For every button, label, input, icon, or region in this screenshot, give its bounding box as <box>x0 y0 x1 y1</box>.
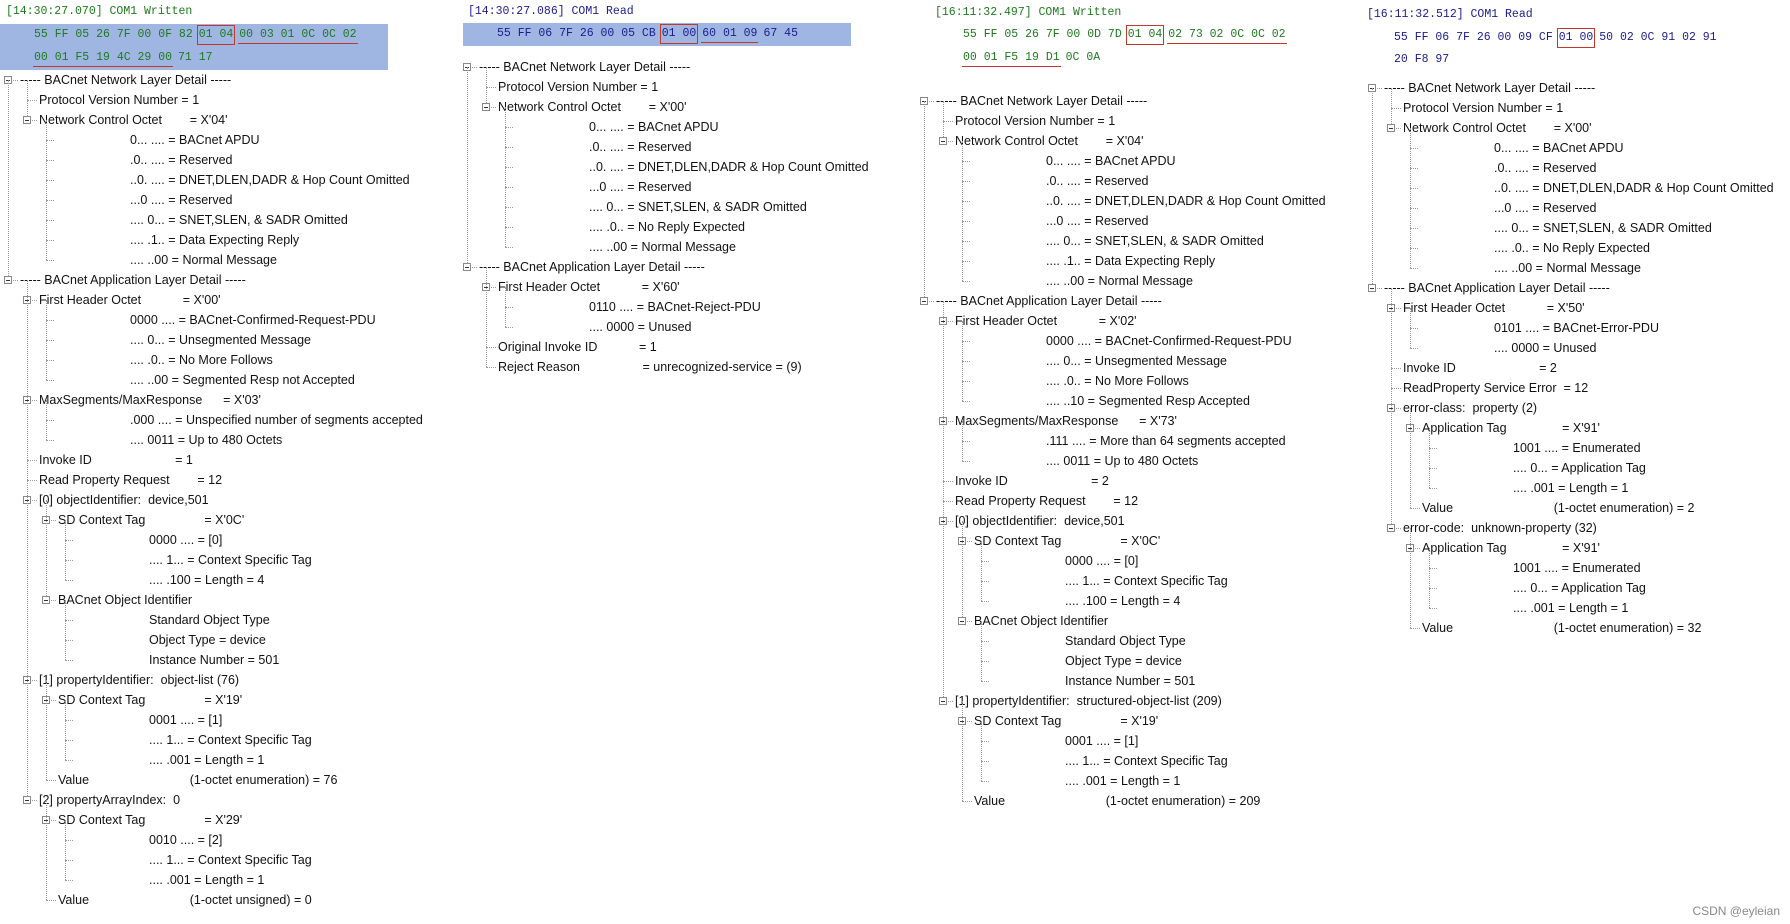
tree-line <box>1410 508 1420 509</box>
tree-line <box>962 521 963 621</box>
npdu-header-bytes: 01 04 <box>1127 26 1164 44</box>
tree-line <box>27 280 28 800</box>
tree-line <box>1391 288 1392 528</box>
bit-field-row[interactable]: .... 0... = SNET,SLEN, & SADR Omitted <box>1494 221 1712 235</box>
collapse-toggle-icon[interactable] <box>42 596 50 604</box>
tree-line <box>46 900 56 901</box>
bit-field-row[interactable]: 0000 .... = [0] <box>149 533 223 547</box>
tree-node[interactable]: Network Control Octet = X'00' <box>498 100 687 114</box>
tree-leaf[interactable]: Invoke ID = 2 <box>1403 361 1557 375</box>
tree-line <box>27 480 37 481</box>
tree-line <box>486 87 496 88</box>
bit-field-row[interactable]: .... .001 = Length = 1 <box>1513 481 1629 495</box>
tree-line <box>1410 348 1418 349</box>
bit-field-row[interactable]: .... 0... = SNET,SLEN, & SADR Omitted <box>589 200 807 214</box>
tree-line <box>1410 248 1418 249</box>
bit-field-row[interactable]: .... .1.. = Data Expecting Reply <box>130 233 300 247</box>
collapse-toggle-icon[interactable] <box>463 263 471 271</box>
tree-line <box>1410 408 1411 508</box>
hex-bytes: 55 FF 05 26 7F 00 0D 7D <box>963 28 1122 41</box>
tree-node[interactable]: ----- BACnet Network Layer Detail ----- <box>20 73 232 87</box>
bit-field-row[interactable]: .... ..00 = Normal Message <box>589 240 736 254</box>
tree-line <box>65 660 73 661</box>
tree-line <box>1429 608 1437 609</box>
tree-node[interactable]: ----- BACnet Application Layer Detail ----- <box>479 260 705 274</box>
tree-line <box>1391 368 1401 369</box>
tree-node[interactable]: error-class: property (2) <box>1403 401 1538 415</box>
bit-field-row[interactable]: 0... .... = BACnet APDU <box>130 133 260 147</box>
tree-line <box>505 147 513 148</box>
tree-line <box>65 620 73 621</box>
bit-field-row[interactable]: .... .0.. = No More Follows <box>130 353 273 367</box>
bit-field-row[interactable]: .... 0000 = Unused <box>1494 341 1597 355</box>
tree-line <box>962 701 963 801</box>
bit-field-row[interactable]: .... 0... = SNET,SLEN, & SADR Omitted <box>1046 234 1264 248</box>
tree-line <box>1410 308 1411 348</box>
tree-node[interactable]: ----- BACnet Network Layer Detail ----- <box>936 94 1148 108</box>
bit-field-row[interactable]: Instance Number = 501 <box>149 653 280 667</box>
bit-field-row[interactable]: .... ..00 = Normal Message <box>1046 274 1193 288</box>
tree-line <box>962 161 970 162</box>
tree-node[interactable]: [2] propertyArrayIndex: 0 <box>39 793 181 807</box>
collapse-toggle-icon[interactable] <box>1387 124 1395 132</box>
bit-field-row[interactable]: .... ..00 = Segmented Resp not Accepted <box>130 373 355 387</box>
tree-line <box>962 401 970 402</box>
tree-line <box>962 381 970 382</box>
tree-line <box>1410 128 1411 268</box>
tree-leaf[interactable]: Invoke ID = 2 <box>955 474 1109 488</box>
bit-field-row[interactable]: .... 0000 = Unused <box>589 320 692 334</box>
collapse-toggle-icon[interactable] <box>23 796 31 804</box>
tree-node[interactable]: ----- BACnet Network Layer Detail ----- <box>479 60 691 74</box>
tree-leaf[interactable]: Protocol Version Number = 1 <box>39 93 200 107</box>
bit-field-row[interactable]: Object Type = device <box>149 633 266 647</box>
tree-line <box>1410 328 1418 329</box>
tree-line <box>467 67 468 267</box>
tree-line <box>1429 468 1437 469</box>
bit-field-row[interactable]: Standard Object Type <box>149 613 270 627</box>
tree-line <box>505 247 513 248</box>
apdu-bytes: 00 03 01 0C 0C 02 <box>238 26 357 44</box>
tree-line <box>962 281 970 282</box>
tree-line <box>65 640 73 641</box>
tree-line <box>962 341 970 342</box>
tree-node[interactable]: ----- BACnet Application Layer Detail ----- <box>936 294 1162 308</box>
tree-line <box>1391 88 1392 128</box>
bit-field-row[interactable]: .... .001 = Length = 1 <box>1513 601 1629 615</box>
bit-field-row[interactable]: .... 0... = Unsegmented Message <box>1046 354 1227 368</box>
tree-line <box>981 741 989 742</box>
tree-node[interactable]: SD Context Tag = X'19' <box>58 693 243 707</box>
bit-field-row[interactable]: ...0 .... = Reserved <box>130 193 233 207</box>
tree-line <box>65 520 66 580</box>
hex-bytes-line <box>33 26 362 44</box>
tree-leaf[interactable]: Read Property Request = 12 <box>955 494 1139 508</box>
tree-line <box>943 301 944 701</box>
bit-field-row[interactable]: .0.. .... = Reserved <box>589 140 692 154</box>
apdu-bytes: 00 01 F5 19 D1 <box>962 49 1061 67</box>
bit-field-row[interactable]: .... .1.. = Data Expecting Reply <box>1046 254 1216 268</box>
tree-line <box>943 501 953 502</box>
tree-line <box>1410 528 1411 628</box>
bit-field-row[interactable]: .... 0... = Unsegmented Message <box>130 333 311 347</box>
tree-line <box>1391 388 1401 389</box>
bit-field-row[interactable]: .... .001 = Length = 1 <box>149 753 265 767</box>
tree-node[interactable]: BACnet Object Identifier <box>58 593 193 607</box>
hex-bytes-line <box>962 26 1291 44</box>
bit-field-row[interactable]: .0.. .... = Reserved <box>1046 174 1149 188</box>
tree-line <box>46 360 54 361</box>
bit-field-row[interactable]: ..0. .... = DNET,DLEN,DADR & Hop Count Omitted <box>130 173 410 187</box>
bit-field-row[interactable]: .... 1... = Context Specific Tag <box>149 553 312 567</box>
hex-bytes: 55 FF 06 7F 26 00 09 CF <box>1394 31 1553 44</box>
tree-line <box>962 141 963 281</box>
tree-line <box>505 107 506 247</box>
tree-line <box>46 440 54 441</box>
tree-line <box>505 167 513 168</box>
tree-line <box>962 361 970 362</box>
bit-field-row[interactable]: .... 1... = Context Specific Tag <box>149 853 312 867</box>
tree-node[interactable]: [1] propertyIdentifier: structured-object-list (209) <box>955 694 1222 708</box>
bit-field-row[interactable]: .... ..10 = Segmented Resp Accepted <box>1046 394 1250 408</box>
hex-bytes: 20 F8 97 <box>1394 53 1450 66</box>
tree-node[interactable]: [0] objectIdentifier: device,501 <box>39 493 209 507</box>
tree-line <box>962 181 970 182</box>
tree-line <box>981 781 989 782</box>
tree-line <box>981 661 989 662</box>
hex-bytes-line <box>496 25 803 43</box>
tree-line <box>505 127 513 128</box>
tree-line <box>1429 488 1437 489</box>
tree-node[interactable]: SD Context Tag = X'0C' <box>58 513 245 527</box>
collapse-toggle-icon[interactable] <box>23 116 31 124</box>
tree-line <box>962 321 963 401</box>
tree-line <box>505 207 513 208</box>
tree-node[interactable]: First Header Octet = X'60' <box>498 280 680 294</box>
tree-node[interactable]: ----- BACnet Application Layer Detail ----- <box>20 273 246 287</box>
tree-leaf[interactable]: Value (1-octet enumeration) = 2 <box>1422 501 1695 515</box>
bit-field-row[interactable]: .... .100 = Length = 4 <box>149 573 265 587</box>
tree-line <box>46 180 54 181</box>
bit-field-row[interactable]: 0000 .... = BACnet-Confirmed-Request-PDU <box>1046 334 1292 348</box>
bit-field-row[interactable]: .... .0.. = No Reply Expected <box>589 220 745 234</box>
tree-line <box>505 187 513 188</box>
tree-line <box>962 241 970 242</box>
tree-line <box>65 860 73 861</box>
bit-field-row[interactable]: .... 0... = Application Tag <box>1513 461 1646 475</box>
tree-line <box>962 221 970 222</box>
tree-line <box>962 421 963 461</box>
tree-line <box>1391 108 1401 109</box>
tree-node[interactable]: First Header Octet = X'50' <box>1403 301 1585 315</box>
tree-line <box>46 420 54 421</box>
bit-field-row[interactable]: .... .0.. = No More Follows <box>1046 374 1189 388</box>
tree-node[interactable]: ----- BACnet Application Layer Detail ----- <box>1384 281 1610 295</box>
tree-line <box>46 220 54 221</box>
bit-field-row[interactable]: .... 0... = SNET,SLEN, & SADR Omitted <box>130 213 348 227</box>
tree-line <box>505 287 506 327</box>
tree-leaf[interactable]: Protocol Version Number = 1 <box>1403 101 1564 115</box>
frame-header[interactable]: [14:30:27.086] COM1 Read <box>468 5 634 18</box>
tree-node[interactable]: SD Context Tag = X'19' <box>974 714 1159 728</box>
tree-line <box>65 600 66 660</box>
hex-bytes: 0C 0A <box>1065 51 1101 64</box>
tree-line <box>46 340 54 341</box>
frame-header[interactable]: [16:11:32.497] COM1 Written <box>935 6 1122 19</box>
bit-field-row[interactable]: .000 .... = Unspecified number of segments accepted <box>130 413 423 427</box>
collapse-toggle-icon[interactable] <box>939 137 947 145</box>
hex-bytes: 55 FF 06 7F 26 00 05 CB <box>497 27 656 40</box>
bit-field-row[interactable]: 0... .... = BACnet APDU <box>589 120 719 134</box>
bit-field-row[interactable]: ..0. .... = DNET,DLEN,DADR & Hop Count Omitted <box>1494 181 1774 195</box>
tree-node[interactable]: Network Control Octet = X'00' <box>1403 121 1592 135</box>
hex-bytes: 71 17 <box>178 51 213 64</box>
tree-line <box>1429 428 1430 488</box>
tree-node[interactable]: Application Tag = X'91' <box>1422 541 1600 555</box>
tree-node[interactable]: [0] objectIdentifier: device,501 <box>955 514 1125 528</box>
tree-leaf[interactable]: Value (1-octet enumeration) = 32 <box>1422 621 1702 635</box>
tree-line <box>505 307 513 308</box>
bit-field-row[interactable]: 0001 .... = [1] <box>1065 734 1139 748</box>
tree-line <box>46 140 54 141</box>
bit-field-row[interactable]: .... .001 = Length = 1 <box>1065 774 1181 788</box>
tree-line <box>46 780 56 781</box>
tree-leaf[interactable]: Protocol Version Number = 1 <box>498 80 659 94</box>
tree-node[interactable]: MaxSegments/MaxResponse = X'03' <box>39 393 261 407</box>
apdu-bytes: 02 73 02 0C 0C 02 <box>1167 26 1286 44</box>
hex-bytes: 55 FF 05 26 7F 00 0F 82 <box>34 28 193 41</box>
tree-line <box>46 260 54 261</box>
bit-field-row[interactable]: .0.. .... = Reserved <box>130 153 233 167</box>
bit-field-row[interactable]: .... .0.. = No Reply Expected <box>1494 241 1650 255</box>
tree-line <box>505 327 513 328</box>
tree-line <box>1429 548 1430 608</box>
bit-field-row[interactable]: .... 0011 = Up to 480 Octets <box>130 433 283 447</box>
bit-field-row[interactable]: .... 1... = Context Specific Tag <box>149 733 312 747</box>
tree-line <box>1410 168 1418 169</box>
hex-bytes-line <box>1393 29 1722 47</box>
tree-line <box>1410 188 1418 189</box>
tree-line <box>981 641 989 642</box>
tree-line <box>962 261 970 262</box>
tree-line <box>1372 88 1373 288</box>
tree-leaf[interactable]: Invoke ID = 1 <box>39 453 193 467</box>
collapse-toggle-icon[interactable] <box>939 697 947 705</box>
bit-field-row[interactable]: 1001 .... = Enumerated <box>1513 561 1641 575</box>
bit-field-row[interactable]: .111 .... = More than 64 segments accepted <box>1046 434 1286 448</box>
tree-line <box>924 101 925 301</box>
tree-line <box>65 560 73 561</box>
bit-field-row[interactable]: Instance Number = 501 <box>1065 674 1196 688</box>
tree-node[interactable]: SD Context Tag = X'0C' <box>974 534 1161 548</box>
bit-field-row[interactable]: .... 0011 = Up to 480 Octets <box>1046 454 1199 468</box>
hex-bytes: 50 02 0C 91 02 91 <box>1599 31 1717 44</box>
tree-line <box>46 300 47 380</box>
tree-line <box>65 580 73 581</box>
tree-line <box>46 800 47 900</box>
tree-leaf[interactable]: Reject Reason = unrecognized-service = (9) <box>498 360 802 374</box>
collapse-toggle-icon[interactable] <box>920 297 928 305</box>
bit-field-row[interactable]: 0101 .... = BACnet-Error-PDU <box>1494 321 1659 335</box>
collapse-toggle-icon[interactable] <box>4 276 12 284</box>
tree-line <box>981 601 989 602</box>
bit-field-row[interactable]: 0... .... = BACnet APDU <box>1046 154 1176 168</box>
tree-line <box>1429 568 1437 569</box>
tree-line <box>65 760 73 761</box>
collapse-toggle-icon[interactable] <box>482 103 490 111</box>
tree-line <box>65 840 73 841</box>
tree-line <box>46 400 47 440</box>
collapse-toggle-icon[interactable] <box>1368 284 1376 292</box>
bit-field-row[interactable]: 0010 .... = [2] <box>149 833 223 847</box>
bit-field-row[interactable]: 0000 .... = BACnet-Confirmed-Request-PDU <box>130 313 376 327</box>
tree-line <box>981 761 989 762</box>
tree-leaf[interactable]: Protocol Version Number = 1 <box>955 114 1116 128</box>
bit-field-row[interactable]: 0110 .... = BACnet-Reject-PDU <box>589 300 761 314</box>
tree-line <box>962 441 970 442</box>
tree-node[interactable]: Application Tag = X'91' <box>1422 421 1600 435</box>
tree-line <box>505 227 513 228</box>
bit-field-row[interactable]: .... 1... = Context Specific Tag <box>1065 754 1228 768</box>
tree-leaf[interactable]: Read Property Request = 12 <box>39 473 223 487</box>
tree-line <box>981 561 989 562</box>
bit-field-row[interactable]: ...0 .... = Reserved <box>589 180 692 194</box>
bit-field-row[interactable]: .... ..00 = Normal Message <box>130 253 277 267</box>
tree-line <box>962 201 970 202</box>
tree-line <box>486 267 487 367</box>
tree-line <box>46 680 47 780</box>
bit-field-row[interactable]: .... .001 = Length = 1 <box>149 873 265 887</box>
hex-bytes-line <box>1393 51 1454 69</box>
tree-line <box>65 540 73 541</box>
bit-field-row[interactable]: .... .100 = Length = 4 <box>1065 594 1181 608</box>
bit-field-row[interactable]: ..0. .... = DNET,DLEN,DADR & Hop Count Omitted <box>1046 194 1326 208</box>
tree-line <box>981 581 989 582</box>
tree-leaf[interactable]: Value (1-octet enumeration) = 209 <box>974 794 1261 808</box>
tree-node[interactable]: [1] propertyIdentifier: object-list (76) <box>39 673 240 687</box>
tree-line <box>943 481 953 482</box>
tree-leaf[interactable]: Original Invoke ID = 1 <box>498 340 657 354</box>
frame-header[interactable]: [16:11:32.512] COM1 Read <box>1367 8 1533 21</box>
tree-line <box>486 347 496 348</box>
tree-line <box>27 100 37 101</box>
tree-line <box>1410 208 1418 209</box>
tree-leaf[interactable]: Value (1-octet enumeration) = 76 <box>58 773 338 787</box>
tree-line <box>1410 628 1420 629</box>
tree-line <box>981 681 989 682</box>
bit-field-row[interactable]: 0000 .... = [0] <box>1065 554 1139 568</box>
collapse-toggle-icon[interactable] <box>958 617 966 625</box>
tree-line <box>486 67 487 107</box>
tree-line <box>46 380 54 381</box>
tree-line <box>65 700 66 760</box>
tree-line <box>27 80 28 120</box>
tree-node[interactable]: error-code: unknown-property (32) <box>1403 521 1597 535</box>
tree-line <box>46 120 47 260</box>
tree-leaf[interactable]: ReadProperty Service Error = 12 <box>1403 381 1589 395</box>
tree-node[interactable]: MaxSegments/MaxResponse = X'73' <box>955 414 1177 428</box>
apdu-bytes: 60 01 09 <box>701 25 758 43</box>
tree-line <box>981 721 982 781</box>
hex-bytes-line <box>33 49 218 67</box>
npdu-header-bytes: 01 00 <box>661 25 698 43</box>
tree-node[interactable]: BACnet Object Identifier <box>974 614 1109 628</box>
tree-node[interactable]: First Header Octet = X'00' <box>39 293 221 307</box>
tree-line <box>1429 448 1437 449</box>
tree-line <box>943 101 944 141</box>
collapse-toggle-icon[interactable] <box>1387 524 1395 532</box>
bit-field-row[interactable]: ..0. .... = DNET,DLEN,DADR & Hop Count Omitted <box>589 160 869 174</box>
npdu-header-bytes: 01 00 <box>1558 29 1595 47</box>
bit-field-row[interactable]: 1001 .... = Enumerated <box>1513 441 1641 455</box>
tree-line <box>1410 148 1418 149</box>
tree-line <box>65 880 73 881</box>
tree-line <box>943 121 953 122</box>
bit-field-row[interactable]: .... 1... = Context Specific Tag <box>1065 574 1228 588</box>
tree-node[interactable]: Network Control Octet = X'04' <box>955 134 1144 148</box>
tree-line <box>981 541 982 601</box>
tree-line <box>981 621 982 681</box>
tree-line <box>46 200 54 201</box>
tree-line <box>46 160 54 161</box>
bit-field-row[interactable]: Standard Object Type <box>1065 634 1186 648</box>
tree-line <box>1410 228 1418 229</box>
tree-node[interactable]: SD Context Tag = X'29' <box>58 813 243 827</box>
tree-line <box>962 461 970 462</box>
bit-field-row[interactable]: 0001 .... = [1] <box>149 713 223 727</box>
frame-header[interactable]: [14:30:27.070] COM1 Written <box>6 5 193 18</box>
tree-line <box>46 320 54 321</box>
bit-field-row[interactable]: ...0 .... = Reserved <box>1046 214 1149 228</box>
tree-line <box>27 460 37 461</box>
tree-line <box>962 801 972 802</box>
bit-field-row[interactable]: Object Type = device <box>1065 654 1182 668</box>
npdu-header-bytes: 01 04 <box>198 26 235 44</box>
tree-leaf[interactable]: Value (1-octet unsigned) = 0 <box>58 893 312 907</box>
tree-line <box>486 367 496 368</box>
tree-line <box>1410 268 1418 269</box>
tree-node[interactable]: Network Control Octet = X'04' <box>39 113 228 127</box>
tree-line <box>65 740 73 741</box>
bit-field-row[interactable]: .0.. .... = Reserved <box>1494 161 1597 175</box>
tree-node[interactable]: ----- BACnet Network Layer Detail ----- <box>1384 81 1596 95</box>
tree-line <box>65 820 66 880</box>
tree-line <box>46 500 47 600</box>
bit-field-row[interactable]: .... ..00 = Normal Message <box>1494 261 1641 275</box>
watermark: CSDN @eyleian <box>1692 904 1780 918</box>
tree-line <box>46 240 54 241</box>
tree-node[interactable]: First Header Octet = X'02' <box>955 314 1137 328</box>
tree-line <box>1429 588 1437 589</box>
hex-bytes: 67 45 <box>763 27 798 40</box>
hex-bytes-line <box>962 49 1105 67</box>
tree-line <box>8 80 9 280</box>
bit-field-row[interactable]: .... 0... = Application Tag <box>1513 581 1646 595</box>
bit-field-row[interactable]: 0... .... = BACnet APDU <box>1494 141 1624 155</box>
apdu-bytes: 00 01 F5 19 4C 29 00 <box>33 49 173 67</box>
bit-field-row[interactable]: ...0 .... = Reserved <box>1494 201 1597 215</box>
tree-line <box>65 720 73 721</box>
